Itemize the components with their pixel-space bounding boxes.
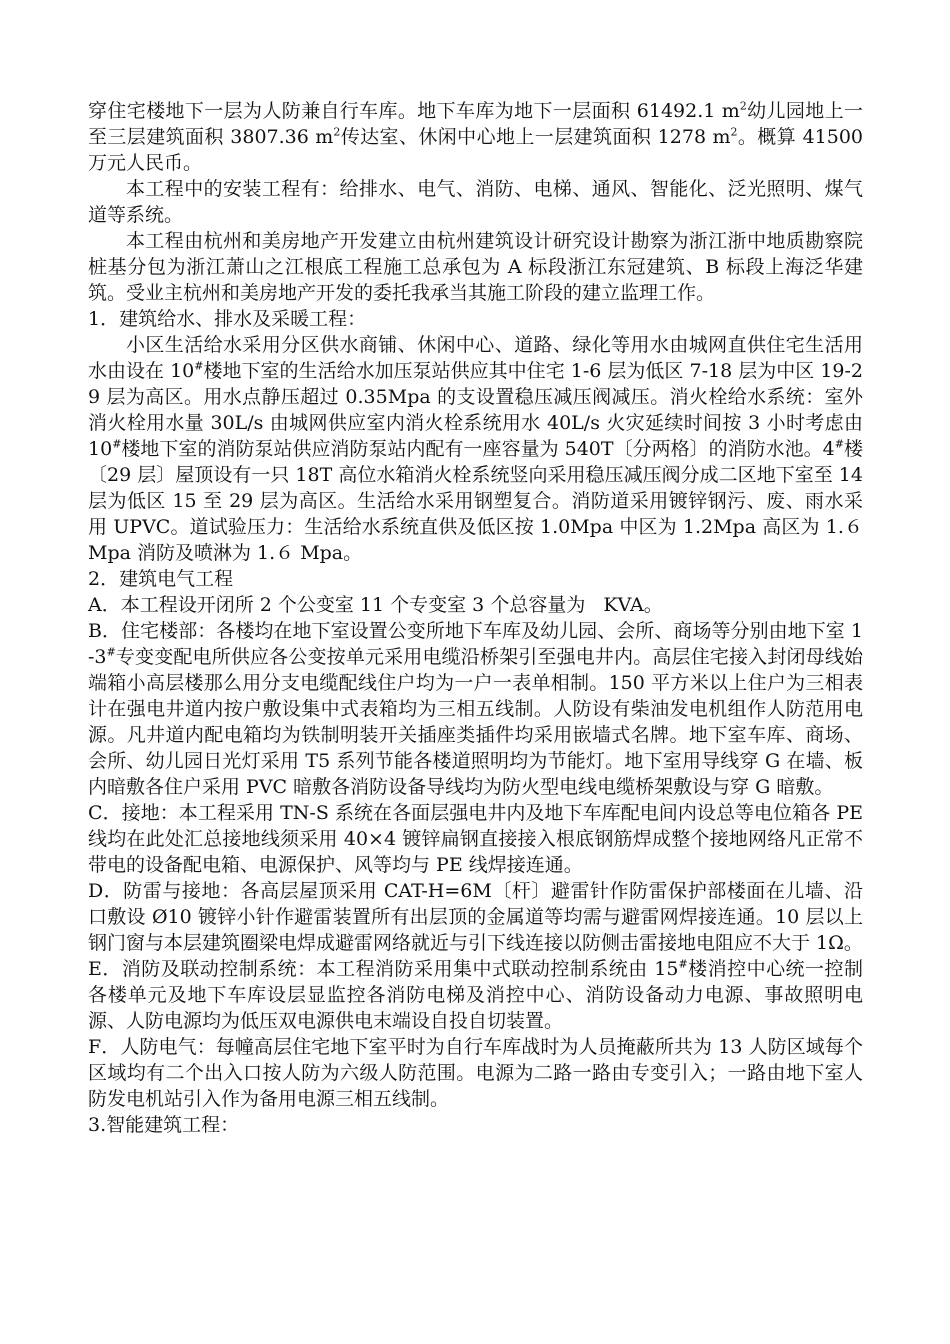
- paragraph-electrical-a: A．本工程设开闭所 2 个公变室 11 个专变室 3 个总容量为 KVA。: [88, 594, 663, 616]
- heading-intelligent-building: 3.智能建筑工程：: [88, 1114, 240, 1136]
- paragraph-electrical-e: E．消防及联动控制系统：本工程消防采用集中式联动控制系统由 15#楼消控中心统一控制各楼单元及地下车库设层显监控各消防电梯及消控中心、消防设备动力电源、事故照明电源、人防电源均为低压双电源供电末端设自投自切装置。: [88, 957, 863, 1032]
- paragraph-area-summary: 穿住宅楼地下一层为人防兼自行车库。地下车库为地下一层面积 61492.1 $m^2$幼儿园地上一至三层建筑面积 3807.36 $m^2$传达室、休闲中心地上一层建筑面积 1278 $m^2$。概算 41500 万元人民币。: [88, 99, 864, 174]
- paragraph-electrical-d: D．防雷与接地：各高层屋顶采用 CAT-H=6M〔杆〕避雷针作防雷保护部楼面在儿墙、沿口敷设 Ø10 镀锌小针作避雷装置所有出层顶的金属道等均需与避雷网焊接连通。10 层以上钢门窗与本层建筑圈梁电焊成避雷网络就近与引下线连接以防侧击雷接地电阻应不大于 1Ω。: [88, 880, 863, 954]
- paragraph-electrical-f: F．人防电气：每幢高层住宅地下室平时为自行车库战时为人员掩蔽所共为 13 人防区域每个区域均有二个出入口按人防为六级人防范围。电源为二路一路由专变引入；一路由地下室人防发电机站引入作为备用电源三相五线制。: [88, 1036, 863, 1110]
- paragraph-electrical-c: C．接地：本工程采用 TN-S 系统在各面层强电井内及地下车库配电间内设总等电位箱各 PE 线均在此处汇总接地线须采用 40×4 镀锌扁钢直接接入根底钢筋焊成整个接地网络凡正常不带电的设备配电箱、电源保护、风等均与 PE 线焊接连通。: [88, 802, 863, 876]
- heading-water-supply: 1．建筑给水、排水及采暖工程：: [88, 308, 367, 330]
- heading-electrical: 2．建筑电气工程: [88, 568, 234, 590]
- document-page: [88, 98, 863, 1138]
- paragraph-water-supply: 小区生活给水采用分区供水商铺、休闲中心、道路、绿化等用水由城网直供住宅生活用水由设在 10#楼地下室的生活给水加压泵站供应其中住宅 1-6 层为低区 7-18 层为中区 19-29 层为高区。用水点静压超过 0.35Mpa 的支设置稳压减压阀减压。消火栓给水系统：室外消火栓用水量 30L/s 由城网供应室内消火栓系统用水 40L/s 火灾延续时间按 3 小时考虑由 10#楼地下室的消防泵站供应消防泵站内配有一座容量为 540T〔分两格〕的消防水池。4#楼〔29 层〕屋顶设有一只 18T 高位水箱消火栓系统竖向采用稳压减压阀分成二区地下室至 14 层为低区 15 至 29 层为高区。生活给水采用钢塑复合。消防道采用镀锌钢污、废、雨水采用 UPVC。道试验压力：生活给水系统直供及低区按 1.0Mpa 中区为 1.2Mpa 高区为 1.６ Mpa 消防及喷淋为 1.６ Mpa。: [88, 334, 864, 564]
- paragraph-electrical-b: B．住宅楼部：各楼均在地下室设置公变所地下车库及幼儿园、会所、商场等分别由地下室 1-3#专变变配电所供应各公变按单元采用电缆沿桥架引至强电井内。高层住宅接入封闭母线始端箱小高层楼那么用分支电缆配线住户均为一户一表单相制。150 平方米以上住户为三相表计在强电井道内按户敷设集中式表箱均为三相五线制。人防设有柴油发电机组作人防范用电源。凡井道内配电箱均为铁制明装开关插座类插件均采用嵌墙式名牌。地下室车库、商场、会所、幼儿园日光灯采用 T5 系列节能各楼道照明均为节能灯。地下室用导线穿 G 在墙、板内暗敷各住户采用 PVC 暗敷各消防设备导线均为防火型电线电缆桥架敷设与穿 G 暗敷。: [88, 620, 863, 798]
- paragraph-installation-scope: 本工程中的安装工程有：给排水、电气、消防、电梯、通风、智能化、泛光照明、煤气道等系统。: [88, 178, 863, 226]
- paragraph-project-parties: 本工程由杭州和美房地产开发建立由杭州建筑设计研究设计勘察为浙江浙中地质勘察院桩基分包为浙江萧山之江根底工程施工总承包为 A 标段浙江东冠建筑、B 标段上海泛华建筑。受业主杭州和美房地产开发的委托我承当其施工阶段的建立监理工作。: [88, 230, 863, 304]
